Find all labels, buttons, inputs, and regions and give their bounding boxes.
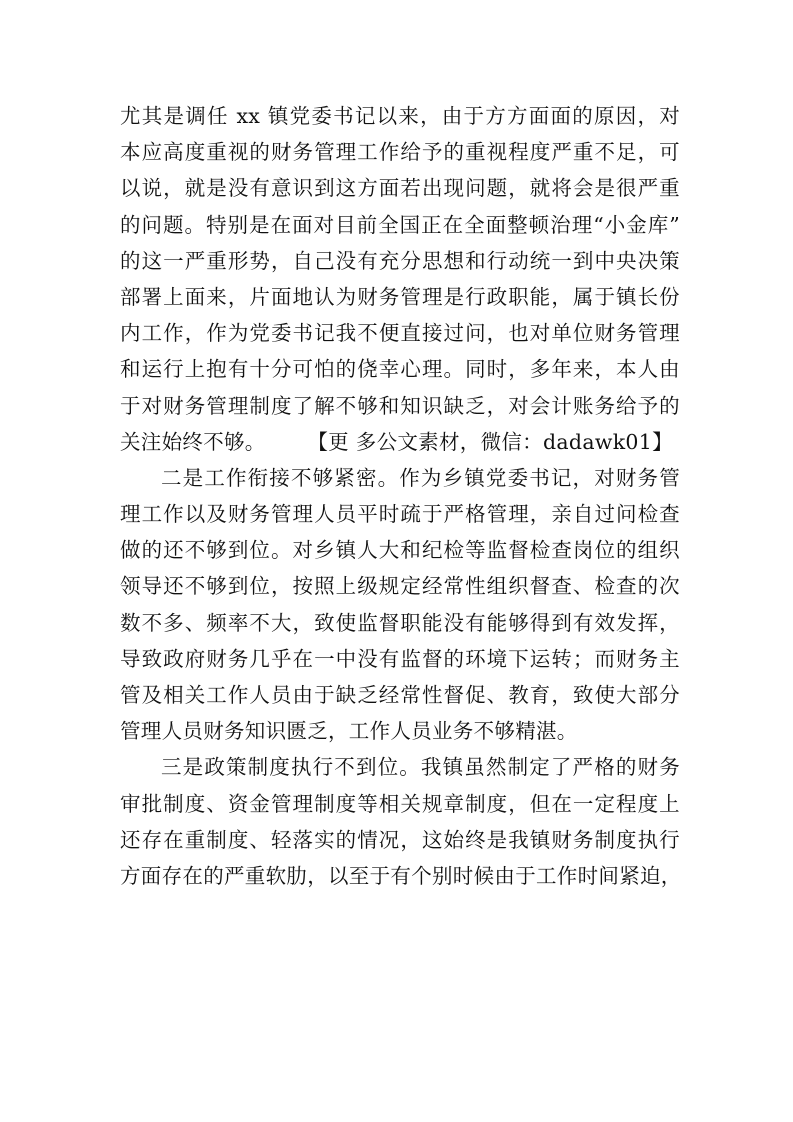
paragraph-line: 的这一严重形势，自己没有充分思想和行动统一到中央决策 [120,248,680,273]
paragraph-line: 方面存在的严重软肋，以至于有个别时候由于工作时间紧迫， [120,863,682,888]
document-body [120,98,680,894]
paragraph-line: 部署上面来，片面地认为财务管理是行政职能，属于镇长份 [120,284,680,309]
paragraph-line: 于对财务管理制度了解不够和知识缺乏，对会计账务给予的 [120,393,680,418]
paragraph-line: 审批制度、资金管理制度等相关规章制度，但在一定程度上 [120,791,680,816]
paragraph-line: 二是工作衔接不够紧密。作为乡镇党委书记，对财务管 [161,465,680,490]
paragraph-line: 内工作，作为党委书记我不便直接过问，也对单位财务管理 [120,321,680,346]
paragraph-line: 领导还不够到位，按照上级规定经常性组织督查、检查的次 [120,574,680,599]
paragraph-line [120,424,680,460]
paragraph-line: 和运行上抱有十分可怕的侥幸心理。同时，多年来，本人由 [120,357,680,382]
paragraph-line: 以说，就是没有意识到这方面若出现问题，就将会是很严重 [120,176,680,201]
paragraph-line: 尤其是调任 xx 镇党委书记以来，由于方方面面的原因，对 [120,104,680,128]
paragraph-line: 的问题。特别是在面对目前全国正在全面整顿治理“小金库” [120,212,680,237]
paragraph-line: 三是政策制度执行不到位。我镇虽然制定了严格的财务 [161,755,680,780]
promo-note: 【更 多公文素材，微信：dadawk01】 [317,429,673,454]
paragraph-last-line: 关注始终不够。 [120,429,266,454]
paragraph-line: 本应高度重视的财务管理工作给予的重视程度严重不足，可 [120,140,680,165]
paragraph-line: 做的还不够到位。对乡镇人大和纪检等监督检查岗位的组织 [120,538,680,563]
paragraph-line: 理工作以及财务管理人员平时疏于严格管理，亲自过问检查 [120,502,680,527]
paragraph-line: 还存在重制度、轻落实的情况，这始终是我镇财务制度执行 [120,827,680,852]
paragraph-line: 管理人员财务知识匮乏，工作人员业务不够精湛。 [120,719,578,744]
paragraph-line: 数不多、频率不大，致使监督职能没有能够得到有效发挥， [120,610,680,635]
paragraph-line: 导致政府财务几乎在一中没有监督的环境下运转；而财务主 [120,646,680,671]
paragraph-line: 管及相关工作人员由于缺乏经常性督促、教育，致使大部分 [120,683,680,707]
